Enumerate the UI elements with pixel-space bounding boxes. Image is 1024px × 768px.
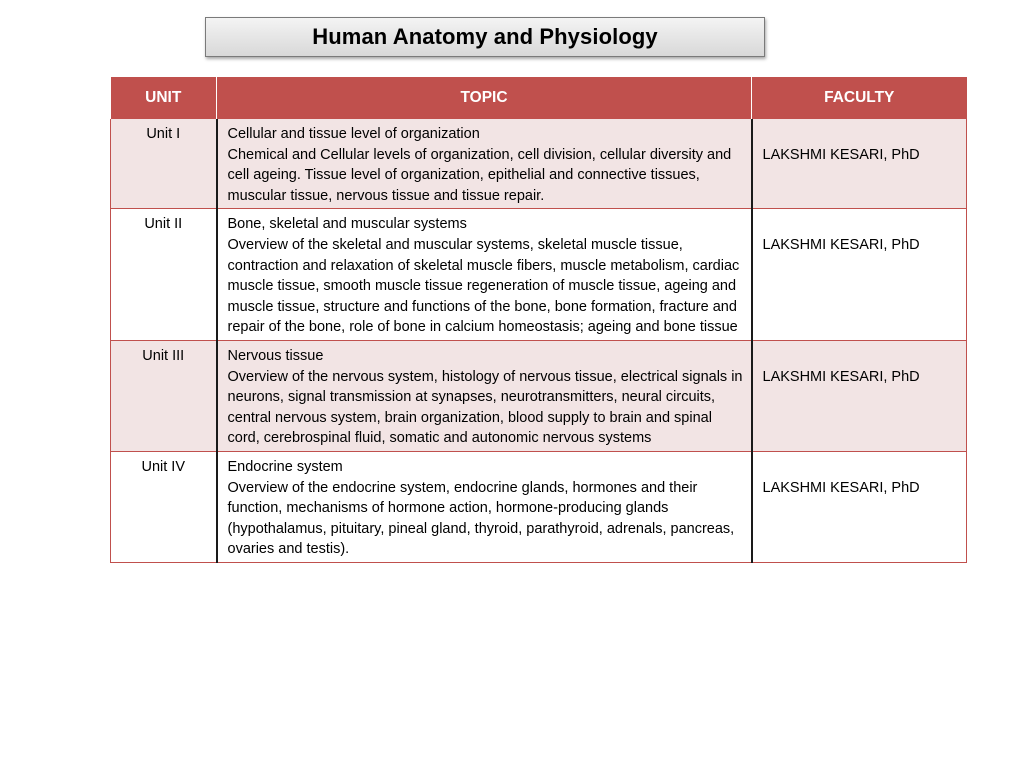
page-title: Human Anatomy and Physiology <box>312 24 658 49</box>
table-row <box>111 340 967 451</box>
topic-cell <box>217 451 752 562</box>
unit-cell: Unit III <box>111 340 217 451</box>
topic-title: Bone, skeletal and muscular systems <box>227 216 467 233</box>
topic-description: Overview of the nervous system, histology of nervous tissue, electrical signals in neurons, signal transmission at synapses, neurotransmitters, neural circuits, central nervous system, brain organization, blood supply to brain and spinal cord, cerebrospinal fluid, somatic and autonomic nervous systems <box>227 368 743 447</box>
topic-cell <box>217 119 752 209</box>
topic-title: Cellular and tissue level of organization <box>227 126 480 142</box>
table-row <box>111 209 967 341</box>
topic-title: Nervous tissue <box>227 347 324 364</box>
faculty-cell: LAKSHMI KESARI, PhD <box>752 340 967 451</box>
syllabus-table <box>110 77 967 563</box>
unit-cell: Unit I <box>111 119 217 209</box>
topic-cell <box>217 340 752 451</box>
header-unit: UNIT <box>111 77 217 119</box>
table-header-row <box>111 77 967 119</box>
header-faculty: FACULTY <box>752 77 967 119</box>
topic-title: Endocrine system <box>227 458 343 475</box>
unit-cell: Unit II <box>111 209 217 341</box>
title-box <box>205 17 765 57</box>
topic-description: Overview of the skeletal and muscular systems, skeletal muscle tissue, contraction and relaxation of skeletal muscle fibers, muscle metabolism, cardiac muscle tissue, smooth muscle tissue regeneration of muscle tissue, ageing and muscle tissue, structure and functions of the bone, bone formation, fracture and repair of the bone, role of bone in calcium homeostasis; ageing and bone tissue <box>227 236 740 336</box>
faculty-cell: LAKSHMI KESARI, PhD <box>752 119 967 209</box>
faculty-cell: LAKSHMI KESARI, PhD <box>752 451 967 562</box>
faculty-cell: LAKSHMI KESARI, PhD <box>752 209 967 341</box>
table-row <box>111 451 967 562</box>
unit-cell: Unit IV <box>111 451 217 562</box>
table-row <box>111 119 967 209</box>
header-topic: TOPIC <box>217 77 752 119</box>
topic-description: Chemical and Cellular levels of organization, cell division, cellular diversity and cell ageing. Tissue level of organization, epithelial and connective tissues, muscular tissue, nervous tissue and tissue repair. <box>227 146 732 204</box>
topic-description: Overview of the endocrine system, endocrine glands, hormones and their function, mechanisms of hormone action, hormone-producing glands (hypothalamus, pituitary, pineal gland, thyroid, parathyroid, adrenals, pancreas, ovaries and testis). <box>227 479 735 558</box>
topic-cell <box>217 209 752 341</box>
